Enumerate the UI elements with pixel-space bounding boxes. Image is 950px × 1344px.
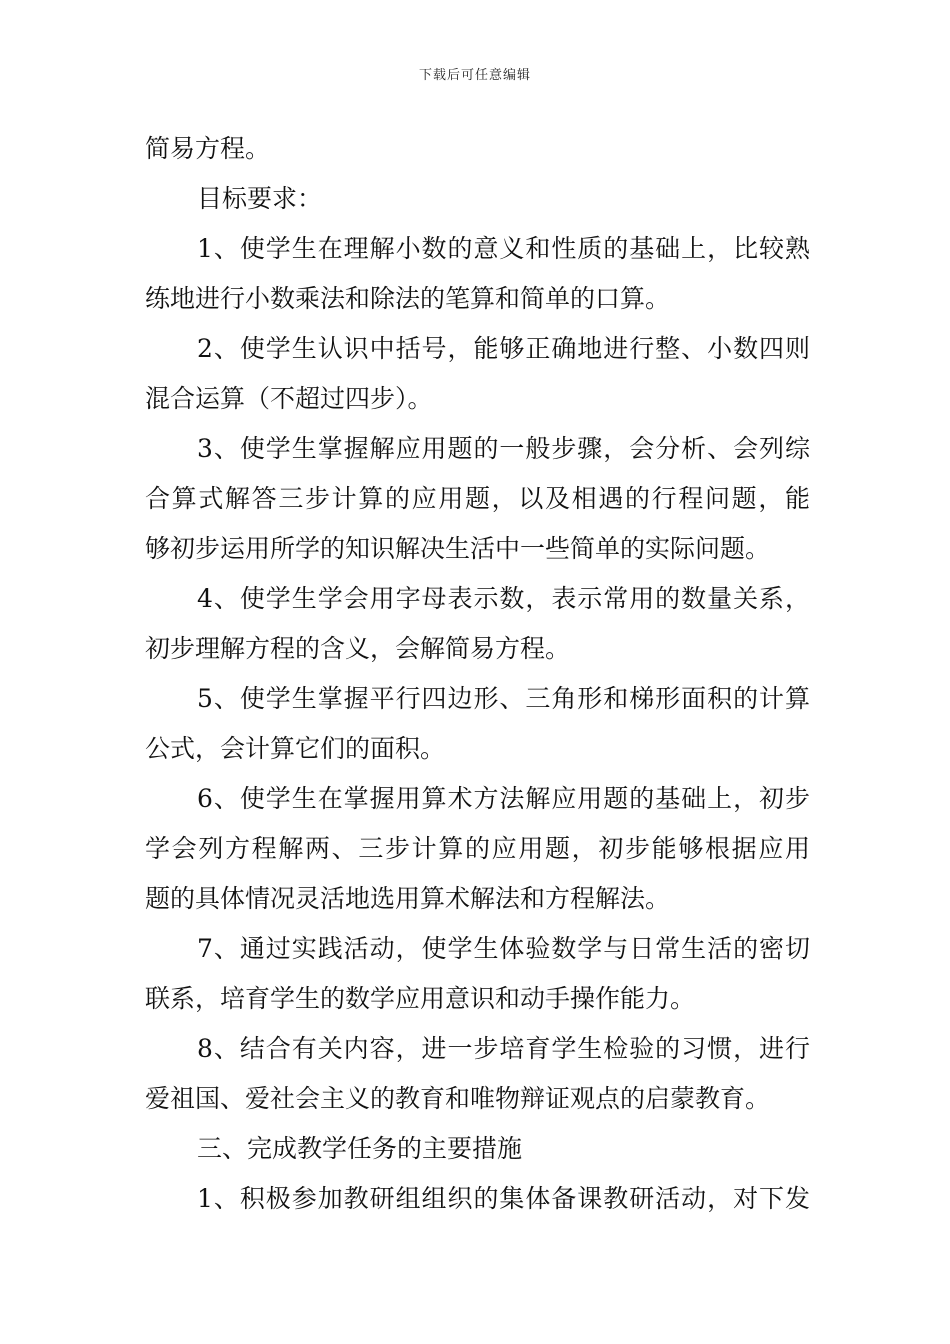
text-line: 联系，培育学生的数学应用意识和动手操作能力。 (145, 984, 696, 1013)
text-line: 简易方程。 (145, 134, 271, 163)
text-line: 1、使学生在理解小数的意义和性质的基础上，比较熟 (197, 234, 810, 263)
text-line: 1、积极参加教研组组织的集体备课教研活动，对下发 (197, 1184, 810, 1213)
text-line: 题的具体情况灵活地选用算术解法和方程解法。 (145, 884, 671, 913)
text-line: 初步理解方程的含义，会解简易方程。 (145, 634, 571, 663)
text-line: 目标要求： (197, 184, 323, 213)
page-header: 下载后可任意编辑 (418, 68, 531, 83)
text-line: 8、结合有关内容，进一步培育学生检验的习惯，进行 (197, 1034, 810, 1063)
text-line: 2、使学生认识中括号，能够正确地进行整、小数四则 (197, 334, 810, 363)
text-line: 7、通过实践活动，使学生体验数学与日常生活的密切 (197, 934, 810, 963)
text-line: 3、使学生掌握解应用题的一般步骤，会分析、会列综 (197, 434, 810, 463)
text-line: 够初步运用所学的知识解决生活中一些简单的实际问题。 (145, 534, 771, 563)
text-line: 学会列方程解两、三步计算的应用题，初步能够根据应用 (145, 834, 810, 863)
document-body (145, 124, 810, 1224)
text-line: 6、使学生在掌握用算术方法解应用题的基础上，初步 (197, 784, 810, 813)
text-line: 4、使学生学会用字母表示数，表示常用的数量关系， (197, 584, 810, 613)
text-line: 三、完成教学任务的主要措施 (197, 1134, 523, 1163)
text-line: 公式，会计算它们的面积。 (145, 734, 446, 763)
text-line: 混合运算（不超过四步）。 (145, 384, 433, 413)
text-line: 爱祖国、爱社会主义的教育和唯物辩证观点的启蒙教育。 (145, 1084, 771, 1113)
text-line: 5、使学生掌握平行四边形、三角形和梯形面积的计算 (197, 684, 810, 713)
text-line: 合算式解答三步计算的应用题，以及相遇的行程问题，能 (145, 484, 810, 513)
text-line: 练地进行小数乘法和除法的笔算和简单的口算。 (145, 284, 671, 313)
